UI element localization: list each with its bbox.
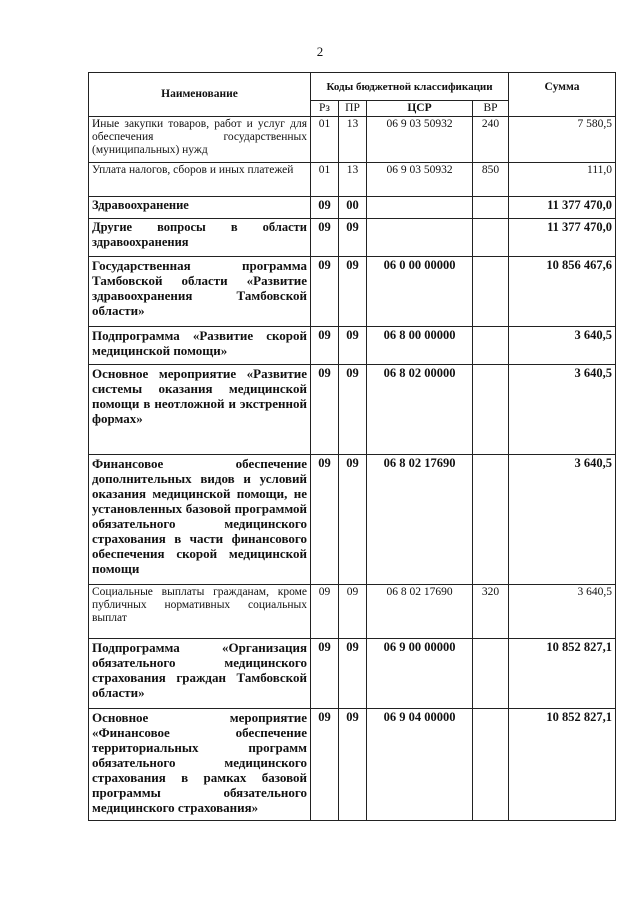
cell-csr: 06 9 04 00000 [367,709,473,821]
header-codes-group: Коды бюджетной классификации [311,73,509,101]
cell-rz: 09 [311,365,339,455]
table-row [89,117,616,163]
cell-csr: 06 9 03 50932 [367,163,473,197]
cell-pr: 09 [339,639,367,709]
header-vr: ВР [473,101,509,117]
cell-sum: 3 640,5 [509,365,616,455]
cell-csr: 06 0 00 00000 [367,257,473,327]
cell-csr: 06 8 02 00000 [367,365,473,455]
header-csr: ЦСР [367,101,473,117]
cell-sum: 3 640,5 [509,585,616,639]
header-name: Наименование [89,73,311,117]
cell-rz: 09 [311,257,339,327]
cell-sum: 11 377 470,0 [509,197,616,219]
table-row [89,197,616,219]
cell-pr: 09 [339,455,367,585]
cell-name: Подпрограмма «Организация обязательного медицинского страхования граждан Тамбовской области» [89,639,311,709]
cell-rz: 09 [311,455,339,585]
cell-rz: 09 [311,709,339,821]
cell-sum: 3 640,5 [509,455,616,585]
cell-pr: 13 [339,163,367,197]
cell-sum: 111,0 [509,163,616,197]
cell-vr [473,327,509,365]
cell-sum: 11 377 470,0 [509,219,616,257]
cell-pr: 09 [339,709,367,821]
table-row [89,257,616,327]
cell-name: Основное мероприятие «Развитие системы оказания медицинской помощи в неотложной и экстренной формах» [89,365,311,455]
cell-name: Здравоохранение [89,197,311,219]
cell-name: Финансовое обеспечение дополнительных видов и условий оказания медицинской помощи, не установленных базовой программой обязательного медицинского страхования в части финансового обеспечения скорой медицинской помощи [89,455,311,585]
header-pr: ПР [339,101,367,117]
cell-pr: 09 [339,327,367,365]
table-row [89,219,616,257]
cell-name: Другие вопросы в области здравоохранения [89,219,311,257]
cell-name: Уплата налогов, сборов и иных платежей [89,163,311,197]
header-sum: Сумма [509,73,616,117]
cell-name: Основное мероприятие «Финансовое обеспечение территориальных программ обязательного медицинского страхования в рамках базовой программы обязательного медицинского страхования» [89,709,311,821]
cell-name: Иные закупки товаров, работ и услуг для обеспечения государственных (муниципальных) нужд [89,117,311,163]
cell-sum: 3 640,5 [509,327,616,365]
table-row [89,365,616,455]
cell-sum: 10 852 827,1 [509,709,616,821]
cell-sum: 10 856 467,6 [509,257,616,327]
cell-rz: 09 [311,639,339,709]
cell-csr [367,219,473,257]
cell-vr [473,639,509,709]
table-body [89,117,616,821]
table-row [89,585,616,639]
cell-vr: 240 [473,117,509,163]
table-row [89,639,616,709]
cell-sum: 10 852 827,1 [509,639,616,709]
cell-vr: 320 [473,585,509,639]
cell-vr [473,219,509,257]
table-row [89,327,616,365]
page-number: 2 [316,44,324,59]
cell-rz: 09 [311,327,339,365]
cell-name: Социальные выплаты гражданам, кроме публичных нормативных социальных выплат [89,585,311,639]
cell-vr [473,365,509,455]
cell-pr: 09 [339,219,367,257]
cell-csr: 06 8 02 17690 [367,455,473,585]
cell-pr: 13 [339,117,367,163]
cell-csr: 06 9 00 00000 [367,639,473,709]
cell-vr [473,455,509,585]
cell-vr [473,709,509,821]
cell-pr: 09 [339,365,367,455]
cell-csr: 06 8 02 17690 [367,585,473,639]
cell-pr: 00 [339,197,367,219]
cell-rz: 09 [311,585,339,639]
cell-csr: 06 8 00 00000 [367,327,473,365]
cell-name: Государственная программа Тамбовской области «Развитие здравоохранения Тамбовской области» [89,257,311,327]
cell-vr: 850 [473,163,509,197]
cell-rz: 09 [311,219,339,257]
table-row [89,163,616,197]
cell-sum: 7 580,5 [509,117,616,163]
cell-csr [367,197,473,219]
cell-vr [473,197,509,219]
cell-csr: 06 9 03 50932 [367,117,473,163]
cell-vr [473,257,509,327]
cell-rz: 01 [311,163,339,197]
cell-rz: 01 [311,117,339,163]
table-row [89,455,616,585]
cell-pr: 09 [339,257,367,327]
cell-pr: 09 [339,585,367,639]
cell-name: Подпрограмма «Развитие скорой медицинской помощи» [89,327,311,365]
header-rz: Рз [311,101,339,117]
budget-table [88,72,616,821]
table-row [89,709,616,821]
cell-rz: 09 [311,197,339,219]
